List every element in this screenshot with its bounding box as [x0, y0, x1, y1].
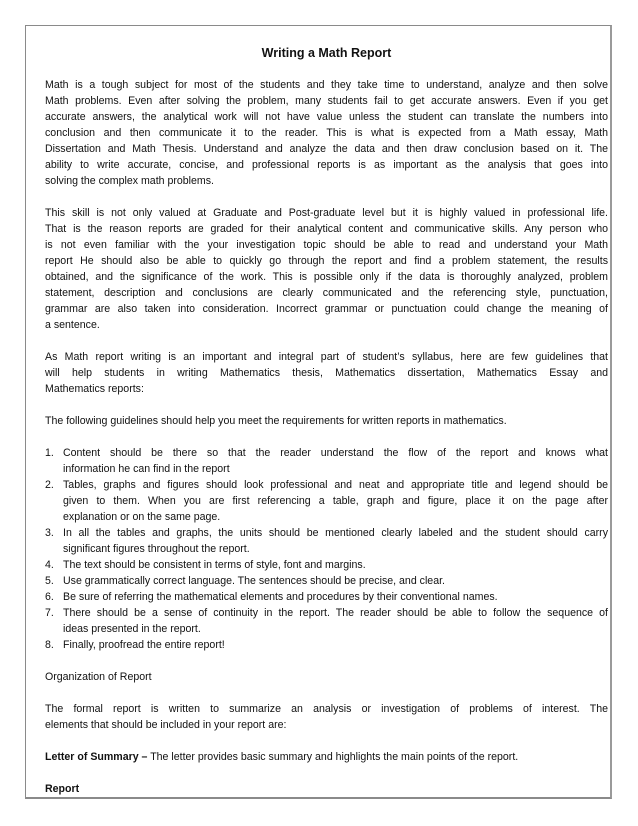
list-number: 3. — [45, 527, 54, 539]
text-line: Mathematics reports: — [45, 383, 144, 395]
list-number: 5. — [45, 575, 54, 587]
text-line: This skill is not only valued at Graduate and Post-graduate level but it is highly valued in professional life. — [45, 207, 608, 219]
list-number: 2. — [45, 479, 54, 491]
text-line: ideas presented in the report. — [63, 623, 201, 635]
text-line: will help students in writing Mathematics thesis, Mathematics dissertation, Mathematics Essay and — [45, 367, 608, 379]
text-line: Math is a tough subject for most of the students and they take time to understand, analyze and then solve — [45, 79, 608, 91]
text-line: There should be a sense of continuity in the report. The reader should be able to follow the sequence of — [63, 607, 608, 619]
list-number: 8. — [45, 639, 54, 651]
text-line: That is the reason reports are graded for their analytical content and communicative skills. Any person who — [45, 223, 608, 235]
text-line: a sentence. — [45, 319, 100, 331]
text-line: obtained, and the significance of the work. This is possible only if the data is thoroughly analyzed, problem — [45, 271, 608, 283]
text-line: Tables, graphs and figures should look professional and neat and appropriate title and legend should be — [63, 479, 608, 491]
report-heading — [45, 781, 608, 797]
text-line: is not even familiar with the your investigation topic should be able to read and understand your Math — [45, 239, 608, 251]
list-number: 4. — [45, 559, 54, 571]
text-line: The formal report is written to summarize an analysis or investigation of problems of interest. The — [45, 703, 608, 715]
document-body — [45, 45, 608, 797]
text-line: information he can find in the report — [63, 463, 230, 475]
list-number: 7. — [45, 607, 54, 619]
paragraph — [45, 77, 608, 189]
text-line: Content should be there so that the reader understand the flow of the report and knows what — [63, 447, 608, 459]
list-item — [45, 573, 608, 589]
paragraph — [45, 701, 608, 733]
text-line: significant figures throughout the report. — [63, 543, 250, 555]
letter-of-summary — [45, 749, 608, 765]
text-line: Organization of Report — [45, 671, 152, 683]
text-line: The text should be consistent in terms of style, font and margins. — [63, 559, 366, 571]
text-line: ability to write accurate, concise, and professional reports is as important as the analysis that goes into — [45, 159, 608, 171]
text-line: As Math report writing is an important and integral part of student’s syllabus, here are few guidelines that — [45, 351, 608, 363]
list-item — [45, 589, 608, 605]
text-line: statement, description and conclusions are clearly communicated and the referencing style, punctuation, — [45, 287, 608, 299]
paragraph — [45, 413, 608, 429]
document-title: Writing a Math Report — [261, 46, 392, 60]
text-line: The following guidelines should help you meet the requirements for written reports in mathematics. — [45, 415, 507, 427]
paragraph — [45, 205, 608, 333]
paragraph — [45, 349, 608, 397]
report-heading-text: Report — [45, 783, 80, 795]
text-line: Use grammatically correct language. The sentences should be precise, and clear. — [63, 575, 445, 587]
text-line: report He should also be able to quickly go through the report and find a problem statement, the results — [45, 255, 608, 267]
text-line: Dissertation and Math Thesis. Understand and analyze the data and then draw conclusion based on it. The — [45, 143, 608, 155]
list-item — [45, 605, 608, 637]
list-item — [45, 477, 608, 525]
list-item — [45, 557, 608, 573]
list-number: 6. — [45, 591, 54, 603]
text-line: grammar are also taken into consideration. Incorrect grammar or punctuation could change the meaning of — [45, 303, 608, 315]
text-line: Finally, proofread the entire report! — [63, 639, 225, 651]
letter-label: Letter of Summary – — [45, 751, 148, 763]
text-line: conclusion and then communicate it to the reader. This is what is expected from a Math essay, Math — [45, 127, 608, 139]
text-line: elements that should be included in your report are: — [45, 719, 287, 731]
text-line: Be sure of referring the mathematical elements and procedures by their conventional names. — [63, 591, 498, 603]
text-line: Math problems. Even after solving the problem, many students fail to get accurate answers. Even if you get — [45, 95, 608, 107]
text-line: given to them. When you are first referencing a table, graph and figure, place it on the page after — [63, 495, 608, 507]
paragraph — [45, 669, 608, 685]
letter-text: The letter provides basic summary and highlights the main points of the report. — [147, 751, 519, 763]
list-item — [45, 525, 608, 557]
text-line: In all the tables and graphs, the units should be mentioned clearly labeled and the student should carry — [63, 527, 608, 539]
text-line: explanation or on the same page. — [63, 511, 221, 523]
list-item — [45, 637, 608, 653]
text-line: solving the complex math problems. — [45, 175, 214, 187]
text-line: accurate answers, the analytical work will not have value unless the student can translate the numbers into — [45, 111, 608, 123]
list-number: 1. — [45, 447, 54, 459]
list-item — [45, 445, 608, 477]
guidelines-list — [45, 445, 608, 653]
